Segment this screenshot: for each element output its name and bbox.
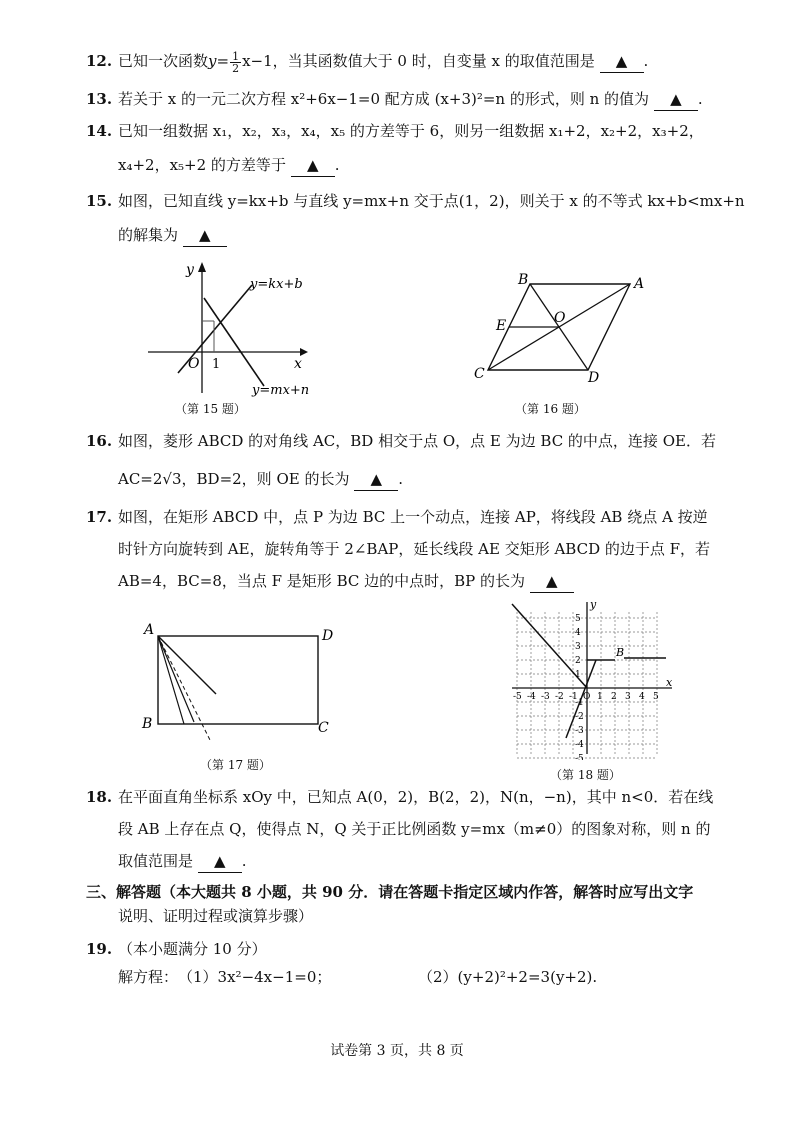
question-text: 如图，在矩形 ABCD 中，点 P 为边 BC 上一个动点，连接 AP，将线段 AB 绕点 A 按逆 (118, 508, 708, 526)
fraction-numerator: 1 (232, 49, 240, 63)
question-text: 的解集为 (118, 226, 179, 244)
question-text: 若关于 x 的一元二次方程 x²+6x−1=0 配方成 (x+3)²=n 的形式，则 n 的值为 (118, 90, 650, 108)
answer-blank: ▲ (291, 154, 335, 177)
question-18-line2 (86, 818, 768, 840)
answer-blank: ▲ (654, 88, 698, 111)
question-text: 时针方向旋转到 AE，旋转角等于 2∠BAP，延长线段 AE 交矩形 ABCD 的边于点 F，若 (118, 540, 711, 558)
y-tick-label: 1 (575, 670, 581, 680)
rectangle-abcd (158, 636, 318, 724)
section-heading-line2: 说明、证明过程或演算步骤） (118, 907, 314, 925)
x-axis-arrow (300, 348, 308, 356)
question-19 (86, 938, 736, 960)
x-tick-label: -5 (513, 692, 522, 702)
question-15-line2 (86, 224, 768, 247)
x-tick-label: 5 (653, 692, 659, 702)
x-tick-label: O (583, 692, 591, 702)
line-label-kx-b: y=kx+b (250, 277, 303, 292)
question-number: 12. (86, 52, 113, 70)
x-tick-label: -1 (569, 692, 578, 702)
fraction-denominator: 2 (232, 61, 240, 75)
x-tick-label: 3 (625, 692, 631, 702)
answer-blank: ▲ (198, 850, 242, 873)
question-17-line3 (86, 570, 768, 593)
question-text: 已知一次函数 (118, 52, 209, 70)
tick-label-one: 1 (212, 357, 221, 372)
question-text: x₄+2，x₅+2 的方差等于 (118, 156, 286, 174)
point-label-b: B (616, 646, 625, 659)
question-text: 取值范围是 (118, 852, 194, 870)
y-tick-label: 3 (575, 642, 581, 652)
question-19-body (86, 966, 768, 988)
question-12: 12. 已知一次函数y= $\frac{1}{2}$ x−1，当其函数值大于 0 时，自变量 x 的取值范围是 ▲ . (86, 49, 649, 75)
y-axis-arrow (198, 262, 206, 272)
question-15 (86, 190, 745, 212)
figure-18-caption: （第 18 题） (550, 768, 621, 782)
y-tick-label: 5 (575, 614, 581, 624)
question-17 (86, 506, 736, 528)
answer-blank: ▲ (600, 50, 644, 73)
x-tick-label: -2 (555, 692, 564, 702)
line-label-mx-n: y=mx+n (252, 383, 310, 398)
vertex-label-d: D (588, 370, 600, 386)
page-footer: 试卷第 3 页，共 8 页 (330, 1043, 464, 1059)
question-number: 19. (86, 940, 113, 958)
vertex-label-c: C (318, 720, 329, 736)
answer-blank: ▲ (183, 224, 227, 247)
vertex-label-b: B (142, 716, 153, 732)
formula-part: y= (208, 52, 230, 70)
vertex-label-a: A (144, 622, 155, 638)
question-text: 段 AB 上存在点 Q，使得点 N，Q 关于正比例函数 y=mx（m≠0）的图象对称，则 n 的 (118, 820, 711, 838)
answer-blank: ▲ (354, 468, 398, 491)
y-tick-label: -5 (575, 754, 584, 760)
question-text: AB=4，BC=8，当点 F 是矩形 BC 边的中点时，BP 的长为 (118, 572, 526, 590)
answer-blank: ▲ (530, 570, 574, 593)
question-text: 已知一组数据 x₁，x₂，x₃，x₄，x₅ 的方差等于 6，则另一组数据 x₁+2，x₂+2，x₃+2， (118, 122, 704, 140)
y-tick-label: -1 (575, 698, 584, 708)
figure-18 (506, 598, 678, 760)
question-text: x−1，当其函数值大于 0 时，自变量 x 的取值范围是 (242, 52, 595, 70)
question-18-line3: 取值范围是 ▲ . (86, 850, 768, 873)
question-text: AC=2√3，BD=2，则 OE 的长为 (118, 470, 350, 488)
axis-label-y: y (186, 262, 194, 278)
figure-16-caption: （第 16 题） (515, 402, 586, 416)
question-17-line2 (86, 538, 768, 560)
question-13: 13. 若关于 x 的一元二次方程 x²+6x−1=0 配方成 (x+3)²=n 的形式，则 n 的值为 ▲ . (86, 88, 736, 111)
question-number: 15. (86, 192, 113, 210)
figure-15-caption: （第 15 题） (175, 402, 246, 416)
question-number: 18. (86, 788, 113, 806)
question-number: 16. (86, 432, 113, 450)
y-tick-label: -4 (575, 740, 584, 750)
figure-17-caption: （第 17 题） (200, 758, 271, 772)
x-tick-label: -4 (527, 692, 536, 702)
y-tick-label: -2 (575, 712, 584, 722)
x-tick-label: 4 (639, 692, 645, 702)
point-label-e: E (496, 318, 507, 334)
figure-17 (138, 618, 338, 748)
point-label-o: O (554, 310, 566, 326)
equation-part-2: （2）(y+2)²+2=3(y+2). (418, 968, 598, 986)
figure-16 (470, 270, 650, 390)
figure-15 (140, 258, 320, 398)
y-tick-label: -3 (575, 726, 584, 736)
line-mx-n (204, 298, 264, 386)
vertex-label-a: A (634, 276, 645, 292)
vertex-label-b: B (518, 272, 529, 288)
axis-label-x: x (666, 676, 673, 689)
question-14-line2: x₄+2，x₅+2 的方差等于 ▲ . (86, 154, 768, 177)
y-tick-label: 2 (575, 656, 581, 666)
section-heading: 三、解答题（本大题共 8 小题，共 90 分．请在答题卡指定区域内作答，解答时应写出文字 (86, 883, 694, 901)
axis-label-x: x (294, 356, 302, 372)
vertex-label-c: C (474, 366, 485, 382)
segment-ap-2 (158, 636, 194, 722)
question-14 (86, 120, 736, 142)
axis-label-y: y (590, 598, 597, 611)
question-label: 解方程： (118, 968, 179, 986)
y-tick-label: 4 (575, 628, 581, 638)
question-number: 13. (86, 90, 113, 108)
x-tick-label: 1 (597, 692, 603, 702)
x-tick-label: -3 (541, 692, 550, 702)
origin-label: O (188, 356, 200, 372)
x-tick-label: 2 (611, 692, 617, 702)
question-16 (86, 430, 736, 452)
question-text: 如图，已知直线 y=kx+b 与直线 y=mx+n 交于点(1，2)，则关于 x 的不等式 kx+b<mx+n (118, 192, 745, 210)
question-header: （本小题满分 10 分） (118, 940, 267, 958)
question-text: 如图，菱形 ABCD 的对角线 AC，BD 相交于点 O，点 E 为边 BC 的中点，连接 OE．若 (118, 432, 716, 450)
fraction (230, 51, 241, 74)
question-number: 17. (86, 508, 113, 526)
question-text: 在平面直角坐标系 xOy 中，已知点 A(0，2)，B(2，2)，N(n，−n)，其中 n<0．若在线 (118, 788, 714, 806)
question-16-line2: AC=2√3，BD=2，则 OE 的长为 ▲ . (86, 468, 768, 491)
question-18 (86, 786, 736, 808)
equation-part-1: （1）3x²−4x−1=0； (178, 968, 332, 986)
vertex-label-d: D (322, 628, 334, 644)
question-number: 14. (86, 122, 113, 140)
